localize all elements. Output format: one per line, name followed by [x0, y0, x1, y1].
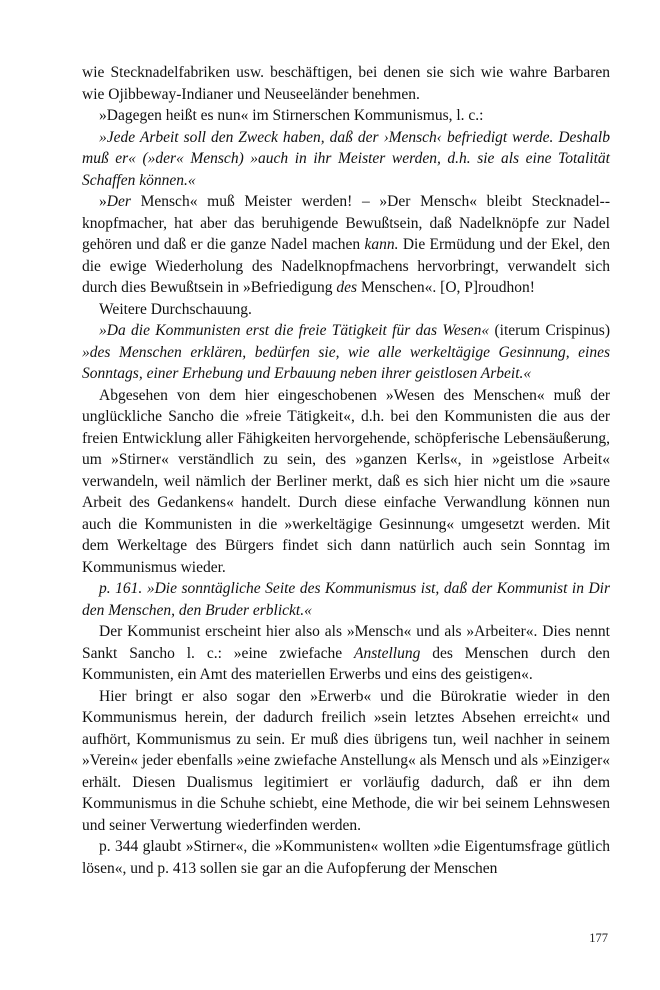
paragraph-4-emphasis-der: Der — [106, 193, 131, 210]
paragraph-9-part-c: des Menschen durch den Kommunisten, ein Amt des materiellen Erwerbs und eins des geistigen«. — [82, 644, 610, 683]
paragraph-4-part-c: Mensch« muß Meister werden! – »Der Mensch« bleibt Stecknadel-knopfmacher, hat aber das beruhigende Bewußtsein, daß Nadelknöpfe zur Nadel gehören und daß er die ganze Nadel machen — [82, 193, 610, 253]
paragraph-6-aside: (iterum Crispinus) — [494, 322, 610, 339]
paragraph-4-emphasis-des: des — [336, 279, 358, 296]
paragraph-5: Weitere Durchschauung. — [99, 300, 252, 318]
paragraph-4-part-g: Menschen«. [O, P]roudhon! — [357, 279, 535, 296]
paragraph-9 — [82, 621, 610, 686]
paragraph-6-part-c: »des Menschen erklären, bedürfen sie, wie alle werkeltägige Gesinnung, eines Sonntags, einer Erhebung und Erbauung neben ihrer geistlosen Arbeit.« — [82, 343, 610, 382]
paragraph-9-emphasis-anstellung: Anstellung — [354, 644, 421, 662]
text-block — [82, 62, 610, 879]
paragraph-4-emphasis-kann: kann. — [364, 236, 399, 253]
paragraph-11: p. 344 glaubt »Stirner«, die »Kommunisten« wollten »die Eigentumsfrage gütlich lösen«, und p. 413 sollen sie gar an die Aufopferung der Menschen — [82, 838, 610, 877]
paragraph-3-quote: »Jede Arbeit soll den Zweck haben, daß der ›Mensch‹ befriedigt werde. Deshalb muß er« (»der« Mensch) »auch in ihr Meister werden, d.h. sie als eine Totalität Schaffen können.« — [82, 128, 610, 189]
paragraph-9-part-a: Der Kommunist erscheint hier also als »Mensch« und als »Arbeiter«. Dies nennt Sankt Sancho l. c.: »eine zwiefache — [82, 623, 610, 662]
paragraph-8-quote: p. 161. »Die sonntägliche Seite des Kommunismus ist, daß der Kommunist in Dir den Menschen, den Bruder erblickt.« — [82, 580, 610, 619]
paragraph-4 — [82, 191, 610, 299]
paragraph-2: »Dagegen heißt es nun« im Stirnerschen Kommunismus, l. c.: — [99, 107, 484, 124]
paragraph-6-part-a: »Da die Kommunisten erst die freie Tätigkeit für das Wesen« — [99, 322, 495, 339]
paragraph-4-part-e: Die Ermüdung und der Ekel, den die ewige Wiederholung des Nadelknopfmachens hervorbringt, verwandelt sich durch dies Bewußtsein in »Befriedigung — [82, 236, 610, 296]
paragraph-7: Abgesehen von dem hier eingeschobenen »Wesen des Menschen« muß der unglückliche Sancho die »freie Tätigkeit«, d.h. bei den Kommunisten die aus der freien Entwicklung aller Fähigkeiten hervorgehende, schöpferische Lebensäußerung, um »Stirner« verständlich zu sein, des »ganzen Kerls«, in »geistlose Arbeit« verwandeln, weil nämlich der Berliner merkt, daß es sich hier nicht um die »saure Arbeit des Gedankens« handelt. Durch diese einfache Verwandlung können nun auch die Kommunisten in die »werkeltägige Gesinnung« umgesetzt werden. Mit dem Werkeltage des Bürgers findet sich dann natürlich auch sein Sonntag im Kommunismus wieder. — [82, 386, 610, 576]
paragraph-6-quote — [82, 320, 610, 385]
paragraph-4-part-a: » — [99, 193, 107, 210]
paragraph-10: Hier bringt er also sogar den »Erwerb« und die Bürokratie wieder in den Kommunismus herein, der dadurch freilich »sein letztes Absehen erreicht« und aufhört, Kommunismus zu sein. Er muß dies übrigens tun, weil nachher in seinem »Verein« jeder ebenfalls »eine zwiefache Anstellung« als Mensch und als »Einziger« erhält. Diesen Dualismus legitimiert er vorläufig dadurch, daß er ihn dem Kommunismus in die Schuhe schiebt, eine Methode, die wir bei seinem Lehnswesen und seiner Verwertung wiederfinden werden. — [82, 687, 610, 834]
page-number: 177 — [589, 931, 608, 945]
paragraph-1: wie Stecknadelfabriken usw. beschäftigen, bei denen sie sich wie wahre Barbaren wie Ojibbeway-Indianer und Neuseeländer benehmen. — [82, 64, 610, 103]
